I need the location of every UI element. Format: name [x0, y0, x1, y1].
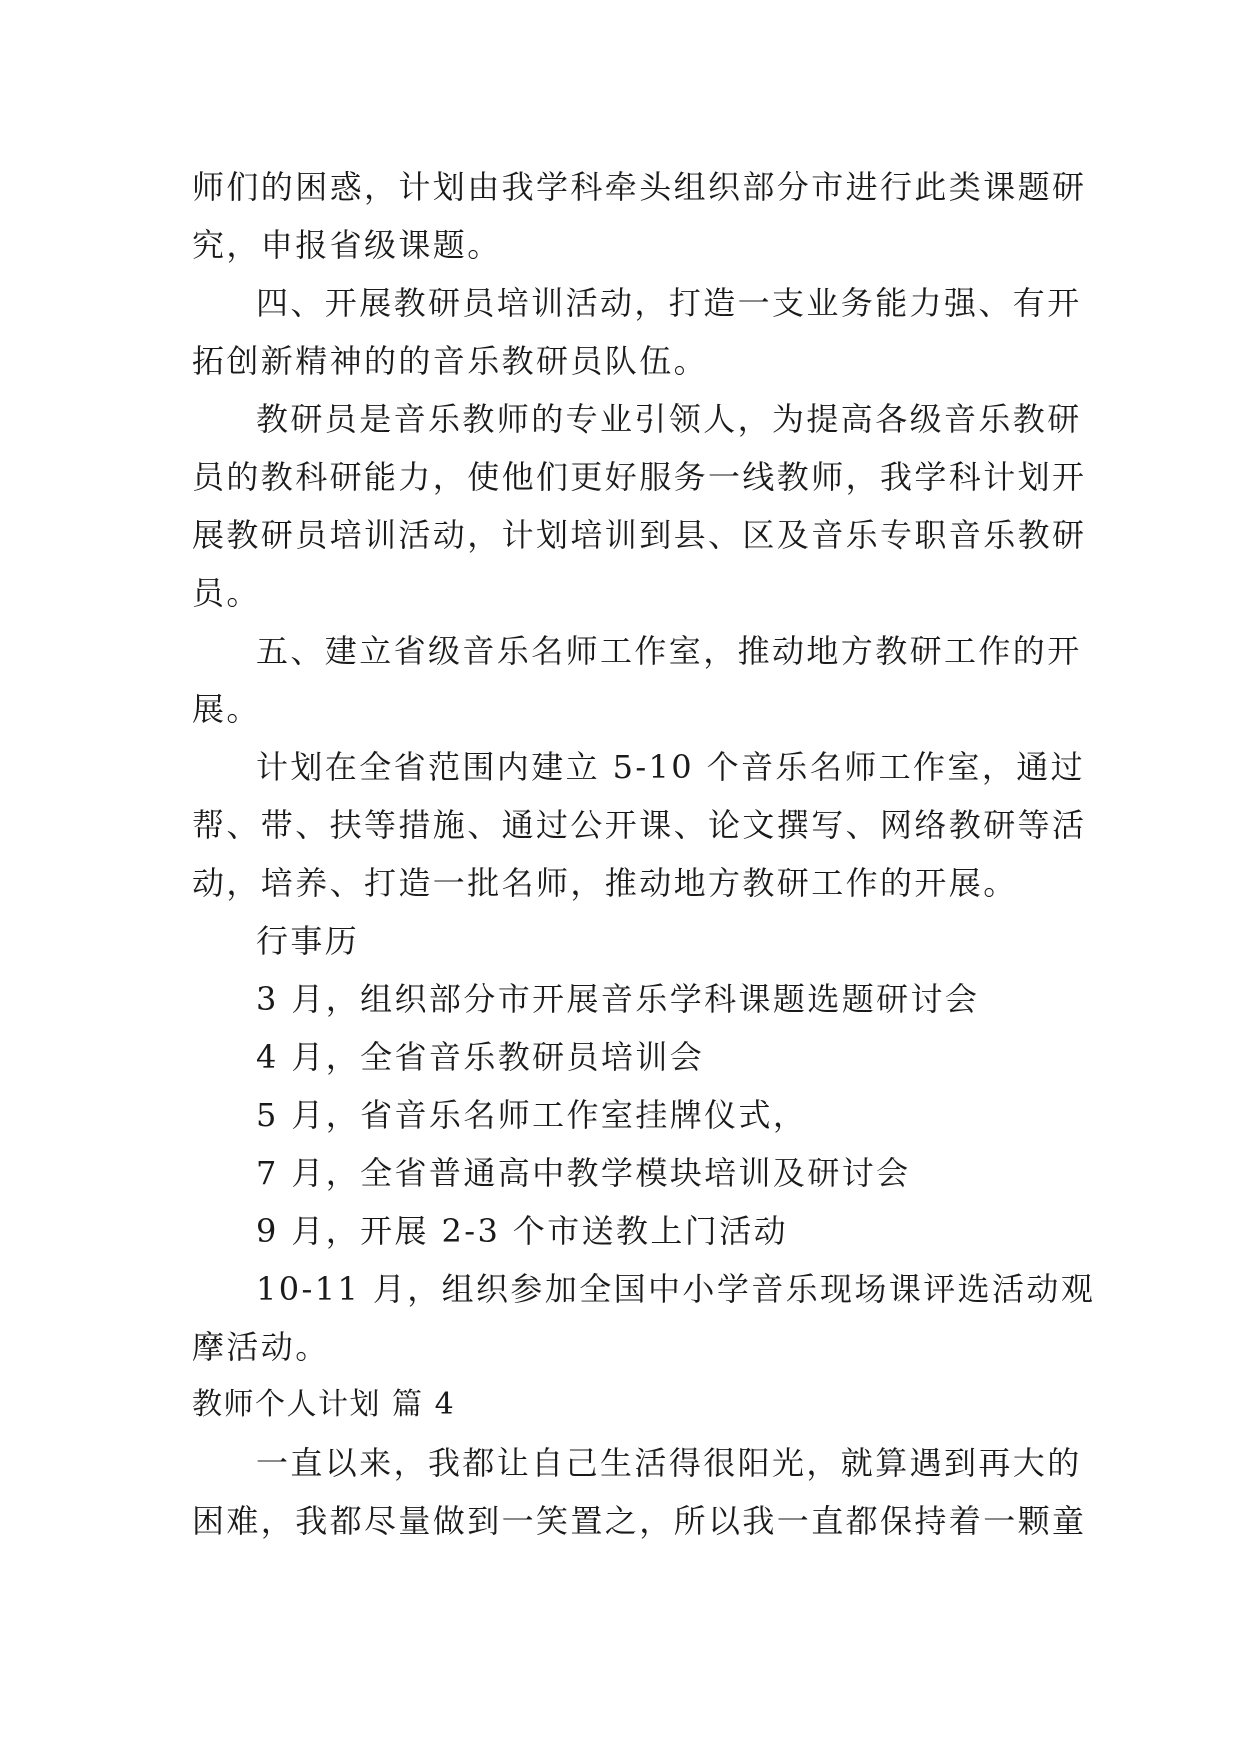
paragraph-line: 师们的困惑，计划由我学科牵头组织部分市进行此类课题研	[192, 168, 1087, 206]
paragraph-line: 一直以来，我都让自己生活得很阳光，就算遇到再大的	[256, 1444, 1082, 1482]
paragraph-line: 帮、带、扶等措施、通过公开课、论文撰写、网络教研等活	[192, 806, 1087, 844]
article-title: 教师个人计划 篇 4	[192, 1387, 456, 1422]
calendar-item-cont: 摩活动。	[192, 1328, 330, 1366]
paragraph-line: 计划在全省范围内建立 5-10 个音乐名师工作室，通过	[256, 748, 1086, 786]
section-heading-5: 五、建立省级音乐名师工作室，推动地方教研工作的开	[256, 632, 1082, 670]
section-heading-4: 四、开展教研员培训活动，打造一支业务能力强、有开	[256, 284, 1082, 322]
calendar-heading: 行事历	[256, 922, 360, 960]
calendar-item: 10-11 月，组织参加全国中小学音乐现场课评选活动观	[256, 1270, 1096, 1308]
paragraph-line: 究，申报省级课题。	[192, 226, 502, 264]
paragraph-line: 员的教科研能力，使他们更好服务一线教师，我学科计划开	[192, 458, 1087, 496]
paragraph-line: 困难，我都尽量做到一笑置之，所以我一直都保持着一颗童	[192, 1502, 1087, 1540]
paragraph-line: 教研员是音乐教师的专业引领人，为提高各级音乐教研	[256, 400, 1082, 438]
paragraph-line: 动，培养、打造一批名师，推动地方教研工作的开展。	[192, 864, 1018, 902]
section-heading-5-cont: 展。	[192, 690, 261, 728]
calendar-item: 7 月，全省普通高中教学模块培训及研讨会	[256, 1154, 911, 1192]
calendar-item: 4 月，全省音乐教研员培训会	[256, 1038, 705, 1076]
calendar-item: 3 月，组织部分市开展音乐学科课题选题研讨会	[256, 980, 980, 1018]
calendar-item: 5 月，省音乐名师工作室挂牌仪式，	[256, 1096, 808, 1134]
paragraph-line: 展教研员培训活动，计划培训到县、区及音乐专职音乐教研	[192, 516, 1087, 554]
paragraph-line: 员。	[192, 574, 261, 612]
calendar-item: 9 月，开展 2-3 个市送教上门活动	[256, 1212, 789, 1250]
section-heading-4-cont: 拓创新精神的的音乐教研员队伍。	[192, 342, 709, 380]
